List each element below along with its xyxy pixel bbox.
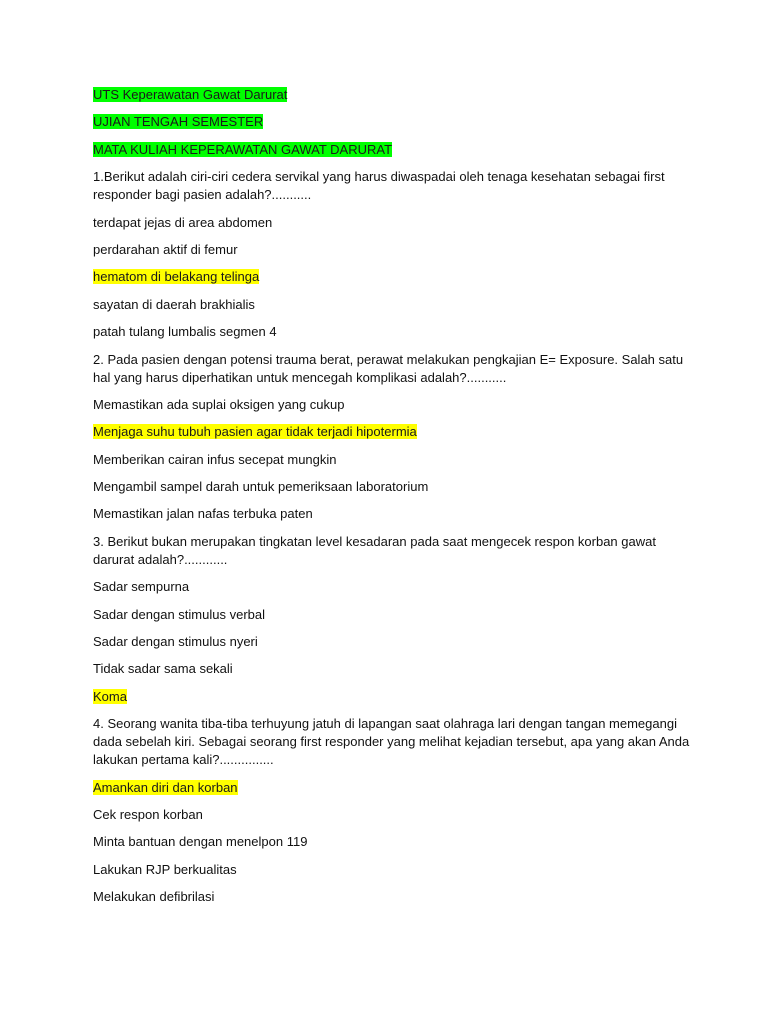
q3-option [93, 606, 693, 624]
q2-option-text: Memastikan ada suplai oksigen yang cukup [93, 396, 345, 412]
question-3-text: 3. Berikut bukan merupakan tingkatan level kesadaran pada saat mengecek respon korban gawat darurat adalah?............ [93, 533, 656, 567]
q1-option-text: patah tulang lumbalis segmen 4 [93, 324, 277, 340]
q1-option [93, 214, 693, 232]
question-2-text: 2. Pada pasien dengan potensi trauma berat, perawat melakukan pengkajian E= Exposure. Salah satu hal yang harus diperhatikan untuk mencegah komplikasi adalah?........... [93, 351, 684, 385]
q4-answer [93, 779, 693, 797]
q3-answer-text: Koma [93, 688, 127, 704]
q1-option [93, 296, 693, 314]
q3-option-text: Tidak sadar sama sekali [93, 661, 233, 677]
q3-option-text: Sadar dengan stimulus verbal [93, 606, 265, 622]
q4-option [93, 833, 693, 851]
q2-option-text: Mengambil sampel darah untuk pemeriksaan laboratorium [93, 479, 429, 495]
q3-option [93, 578, 693, 596]
q2-answer [93, 423, 693, 441]
q4-option-text: Minta bantuan dengan menelpon 119 [93, 834, 308, 850]
q4-option-text: Cek respon korban [93, 806, 203, 822]
course-name-line [93, 141, 693, 159]
q2-option-text: Memastikan jalan nafas terbuka paten [93, 506, 313, 522]
q2-answer-text: Menjaga suhu tubuh pasien agar tidak terjadi hipotermia [93, 424, 417, 440]
q3-option [93, 633, 693, 651]
document-body [93, 86, 693, 916]
question-4-text: 4. Seorang wanita tiba-tiba terhuyung jatuh di lapangan saat olahraga lari dengan tangan memegangi dada sebelah kiri. Sebagai seorang first responder yang melihat kejadian tersebut, apa yang akan Anda lakukan pertama kali?............... [93, 716, 690, 768]
q2-option [93, 505, 693, 523]
q4-option [93, 888, 693, 906]
course-name: MATA KULIAH KEPERAWATAN GAWAT DARURAT [93, 141, 393, 157]
q1-option-text: terdapat jejas di area abdomen [93, 214, 273, 230]
q1-option-text: sayatan di daerah brakhialis [93, 296, 255, 312]
doc-title-line [93, 86, 693, 104]
q1-option [93, 241, 693, 259]
q1-option [93, 323, 693, 341]
q3-option [93, 660, 693, 678]
q2-option [93, 478, 693, 496]
q1-answer-text: hematom di belakang telinga [93, 269, 260, 285]
exam-type-line [93, 113, 693, 131]
q4-option [93, 806, 693, 824]
q1-answer [93, 268, 693, 286]
q2-option [93, 451, 693, 469]
q4-answer-text: Amankan diri dan korban [93, 779, 238, 795]
q4-option [93, 861, 693, 879]
q4-option-text: Melakukan defibrilasi [93, 889, 215, 905]
q4-option-text: Lakukan RJP berkualitas [93, 861, 237, 877]
q1-option-text: perdarahan aktif di femur [93, 241, 238, 257]
q3-option-text: Sadar sempurna [93, 579, 190, 595]
q2-option [93, 396, 693, 414]
doc-title: UTS Keperawatan Gawat Darurat [93, 87, 288, 102]
q2-option-text: Memberikan cairan infus secepat mungkin [93, 451, 337, 467]
question-1-text: 1.Berikut adalah ciri-ciri cedera servikal yang harus diwaspadai oleh tenaga kesehatan sebagai first responder bagi pasien adalah?........... [93, 169, 665, 203]
exam-type: UJIAN TENGAH SEMESTER [93, 114, 264, 130]
q3-answer [93, 688, 693, 706]
q3-option-text: Sadar dengan stimulus nyeri [93, 634, 258, 650]
